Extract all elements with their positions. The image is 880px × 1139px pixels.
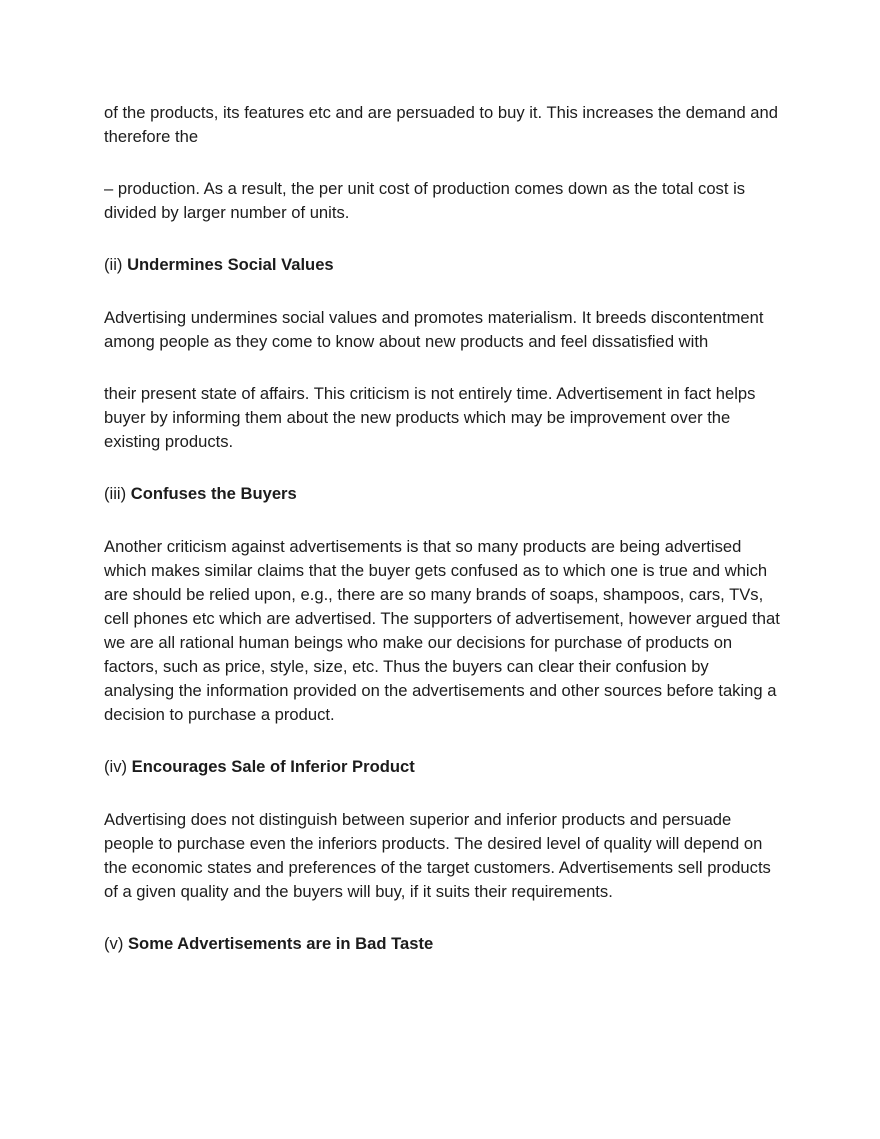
paragraph-inferior-products: Advertising does not distinguish between superior and inferior products and persuade people to purchase even the inferiors products. The desired level of quality will depend on the economic states and preferences of the target customers. Advertisements sell products of a given quality and the buyers will buy, if it suits their requirements. (104, 810, 771, 901)
section-title: Encourages Sale of Inferior Product (131, 757, 415, 776)
section-number: (iv) (104, 757, 128, 776)
section-heading-confuses-buyers (104, 482, 780, 506)
section-number: (v) (104, 934, 124, 953)
section-number: (ii) (104, 255, 123, 274)
paragraph-production-cost: – production. As a result, the per unit cost of production comes down as the total cost is divided by larger number of units. (104, 179, 746, 222)
section-number: (iii) (104, 484, 127, 503)
section-title: Undermines Social Values (127, 255, 334, 274)
section-heading-social-values (104, 253, 780, 277)
document-body (104, 101, 780, 985)
paragraph-materialism: Advertising undermines social values and promotes materialism. It breeds discontentment among people as they come to know about new products and feel dissatisfied with (104, 308, 764, 351)
section-heading-bad-taste (104, 932, 780, 956)
paragraph-demand-continuation: of the products, its features etc and are persuaded to buy it. This increases the demand and therefore the (104, 103, 778, 146)
paragraph-criticism-response: their present state of affairs. This criticism is not entirely time. Advertisement in fact helps buyer by informing them about the new products which may be improvement over the existing products. (104, 384, 756, 451)
paragraph-buyer-confusion: Another criticism against advertisements is that so many products are being advertised which makes similar claims that the buyer gets confused as to which one is true and which are should be relied upon, e.g., there are so many brands of soaps, shampoos, cars, TVs, cell phones etc which are advertised. The supporters of advertisement, however argued that we are all rational human beings who make our decisions for purchase of products on factors, such as price, style, size, etc. Thus the buyers can clear their confusion by analysing the information provided on the advertisements and other sources before taking a decision to purchase a product. (104, 537, 780, 724)
section-heading-inferior-product (104, 755, 780, 779)
section-title: Confuses the Buyers (130, 484, 297, 503)
section-title: Some Advertisements are in Bad Taste (127, 934, 434, 953)
